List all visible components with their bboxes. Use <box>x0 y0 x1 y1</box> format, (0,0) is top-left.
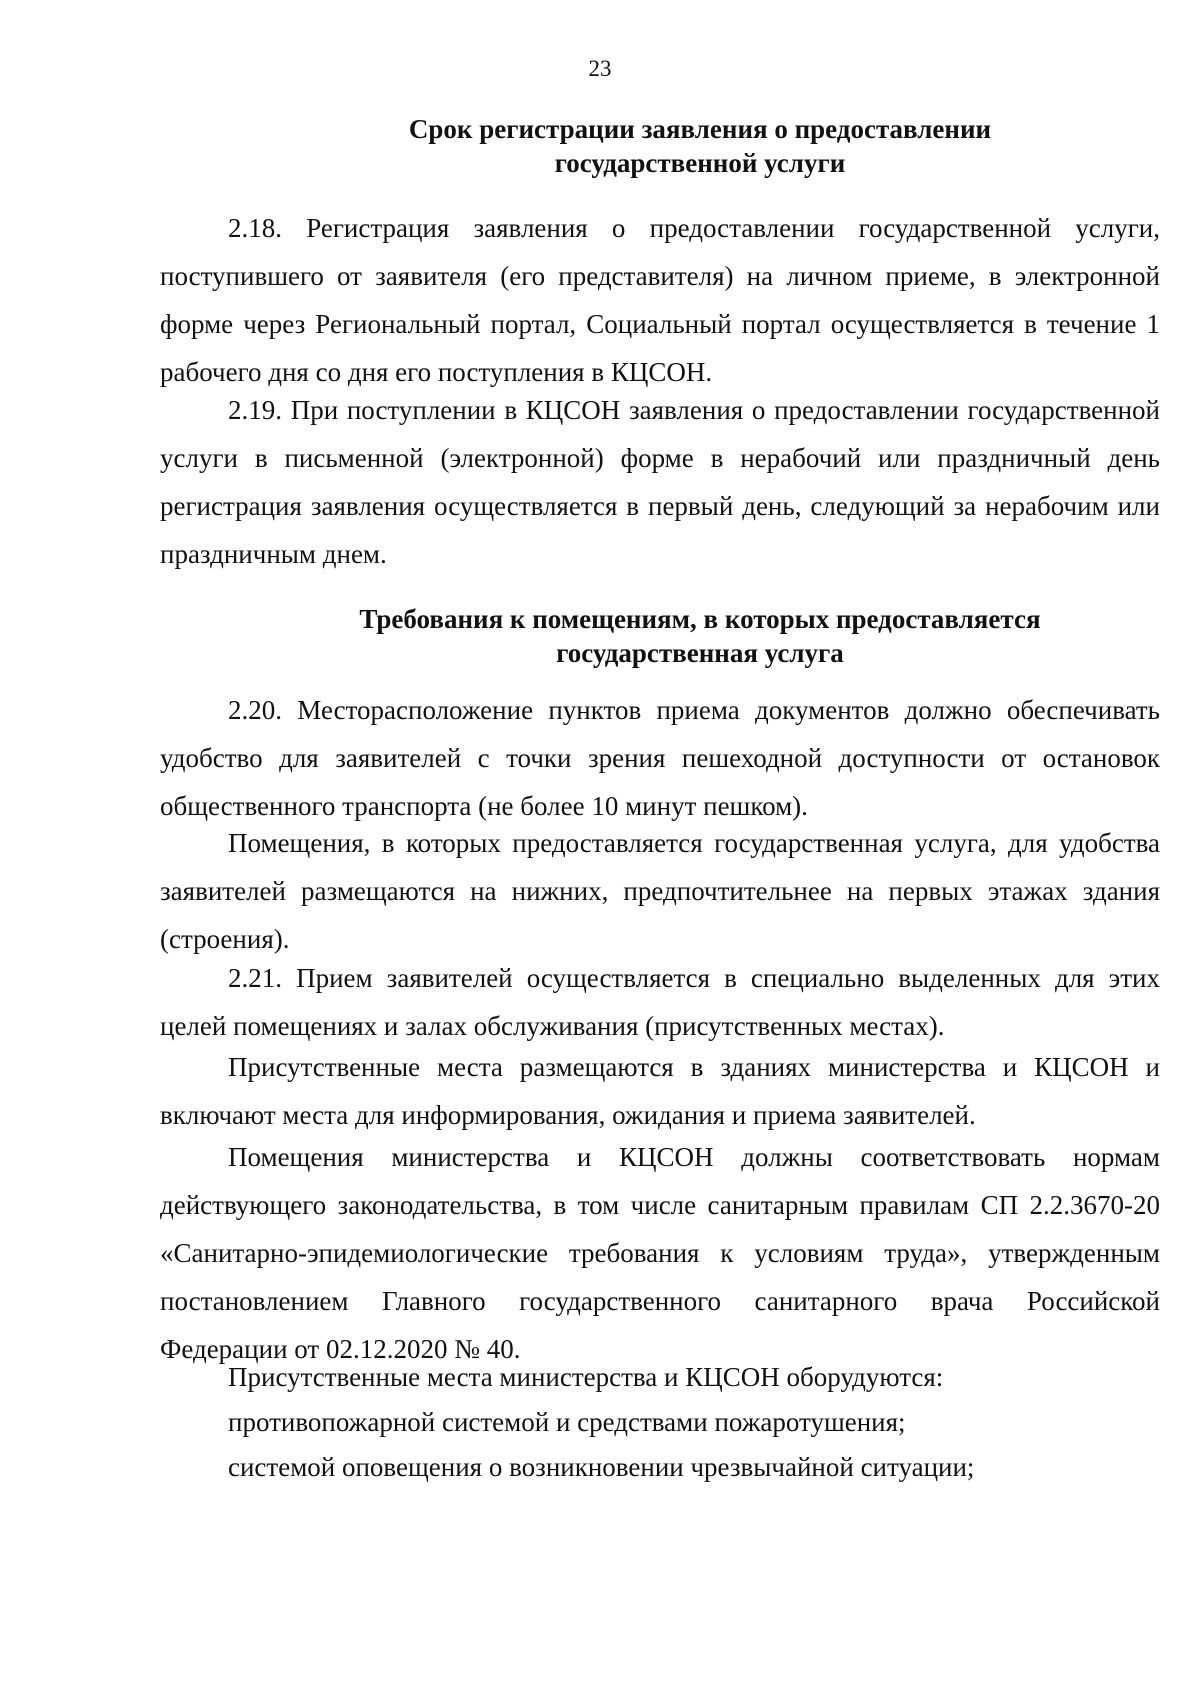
paragraph-2-21: 2.21. Прием заявителей осуществляется в специально выделенных для этих целей помещениях и залах обслуживания (присутственных местах). <box>160 963 1160 1041</box>
section-heading-premises <box>160 602 1200 670</box>
paragraph-2-19: 2.19. При поступлении в КЦСОН заявления о предоставлении государственной услуги в письменной (электронной) форме в нерабочий или праздничный день регистрация заявления осуществляется в первый день, следующий за нерабочим или праздничным днем. <box>160 395 1160 569</box>
paragraph-sanitary-norms: Помещения министерства и КЦСОН должны соответствовать нормам действующего законодательства, в том числе санитарным правилам СП 2.2.3670-20 «Санитарно-эпидемиологические требования к условиям труда», утвержденным постановлением Главного государственного санитарного врача Российской Федерации от 02.12.2020 № 40. <box>160 1142 1160 1364</box>
heading-line: государственная услуга <box>556 638 844 668</box>
heading-line: государственной услуги <box>554 148 846 178</box>
list-item-alert-system: системой оповещения о возникновении чрезвычайной ситуации; <box>228 1452 975 1482</box>
paragraph-premises-floors: Помещения, в которых предоставляется государственная услуга, для удобства заявителей размещаются на нижних, предпочтительнее на первых этажах здания (строения). <box>160 828 1160 954</box>
heading-line: Требования к помещениям, в которых предоставляется <box>359 604 1041 634</box>
paragraph-2-20: 2.20. Месторасположение пунктов приема документов должно обеспечивать удобство для заявителей с точки зрения пешеходной доступности от остановок общественного транспорта (не более 10 минут пешком). <box>160 695 1160 821</box>
list-item-fire-system: противопожарной системой и средствами пожаротушения; <box>228 1407 906 1437</box>
paragraph-2-18: 2.18. Регистрация заявления о предоставлении государственной услуги, поступившего от заявителя (его представителя) на личном приеме, в электронной форме через Региональный портал, Социальный портал осуществляется в течение 1 рабочего дня со дня его поступления в КЦСОН. <box>160 213 1160 387</box>
heading-line: Срок регистрации заявления о предоставлении <box>408 114 992 144</box>
section-heading-registration <box>160 112 1200 180</box>
paragraph-attendance-places: Присутственные места размещаются в зданиях министерства и КЦСОН и включают места для информирования, ожидания и приема заявителей. <box>160 1052 1160 1130</box>
page-number: 23 <box>588 56 612 81</box>
paragraph-equipment-intro: Присутственные места министерства и КЦСОН оборудуются: <box>228 1362 944 1392</box>
